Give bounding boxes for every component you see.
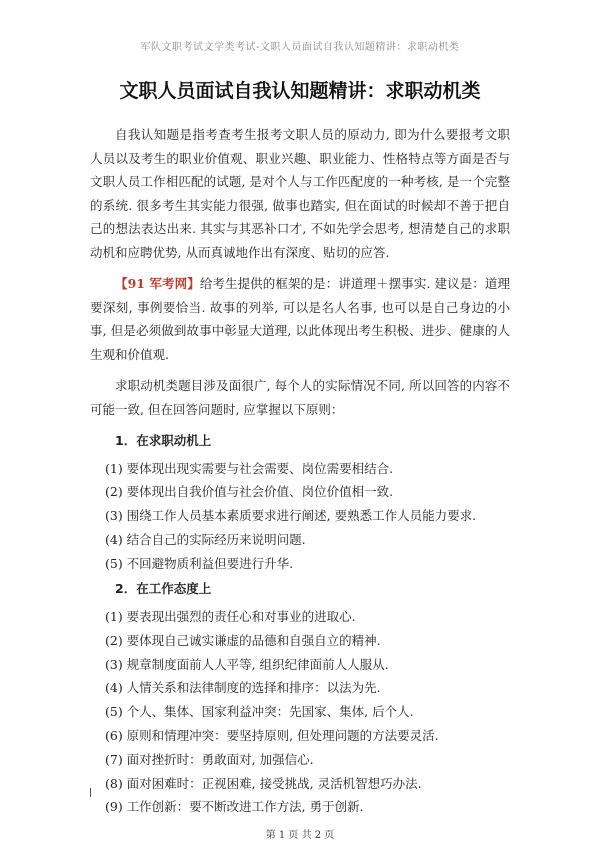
framework-text: 给考生提供的框架的是：讲道理＋摆事实. 建议是：道理要深刻, 事例要恰当. 故事的列举, 可以是名人名事, 也可以是自己身边的小事, 但是必须做到故事中彰显大道理, 以此体现出考生积极、进步、健康的人生观和价值观.	[90, 276, 510, 362]
document-body	[90, 123, 510, 819]
section-heading-attitude: 2．在工作态度上	[115, 581, 212, 597]
list-item: (3) 围绕工作人员基本素质要求进行阐述, 要熟悉工作人员能力要求.	[105, 508, 477, 524]
list-item: (4) 结合自己的实际经历来说明问题.	[105, 531, 306, 547]
list-item: (1) 要体现出现实需要与社会需要、岗位需要相结合.	[105, 460, 394, 476]
list-item: (9) 工作创新：要不断改进工作方法, 勇于创新.	[105, 799, 364, 815]
page-title: 文职人员面试自我认知题精讲：求职动机类	[119, 80, 481, 102]
list-item: (5) 个人、集体、国家利益冲突：先国家、集体, 后个人.	[105, 704, 414, 720]
list-item: (8) 面对困难时：正视困难, 接受挑战, 灵活机智想巧办法.	[105, 775, 422, 791]
list-item: (7) 面对挫折时：勇敢面对, 加强信心.	[105, 751, 314, 767]
page-header: 军队文职考试文学类考试-文职人员面试自我认知题精讲：求职动机类	[140, 42, 460, 53]
list-item: (5) 不回避物质利益但要进行升华.	[105, 555, 294, 571]
page-number: 第 1 页 共 2 页	[265, 830, 335, 841]
principles-intro: 求职动机类题目涉及面很广, 每个人的实际情况不同, 所以回答的内容不可能一致, 但在回答问题时, 应掌握以下原则：	[90, 378, 510, 417]
list-item: (4) 人情关系和法律制度的选择和排序：以法为先.	[105, 680, 381, 696]
attitude-list	[90, 605, 510, 819]
list-item: (2) 要体现自己诚实谦虚的品德和自强自立的精神.	[105, 632, 381, 648]
section-heading-motivation: 1．在求职动机上	[115, 433, 212, 448]
list-item: (3) 规章制度面前人人平等, 组织纪律面前人人服从.	[105, 656, 389, 672]
list-item: (2) 要体现出自我价值与社会价值、岗位价值相一致.	[105, 484, 394, 500]
framework-paragraph	[90, 272, 510, 366]
margin-mark	[90, 788, 91, 797]
list-item: (6) 原则和情理冲突：要坚持原则, 但处理问题的方法要灵活.	[105, 727, 439, 743]
intro-paragraph: 自我认知题是指考查考生报考文职人员的原动力, 即为什么要报考文职人员以及考生的职业价值观、职业兴趣、职业能力、性格特点等方面是否与文职人员工作相匹配的试题, 是对个人与工作匹配度的一种考核, 是一个完整的系统. 很多考生其实能力很强, 做事也踏实, 但在面试的时候却不善于把自己的想法表达出来. 其实与其恶补口才, 不如先学会思考, 想清楚自己的求职动机和应聘优势, 从而真诚地作出有深度、贴切的应答.	[90, 127, 510, 260]
source-tag: 【91 军考网】	[115, 276, 200, 291]
motivation-list	[90, 457, 510, 576]
list-item: (1) 要表现出强烈的责任心和对事业的进取心.	[105, 608, 356, 624]
